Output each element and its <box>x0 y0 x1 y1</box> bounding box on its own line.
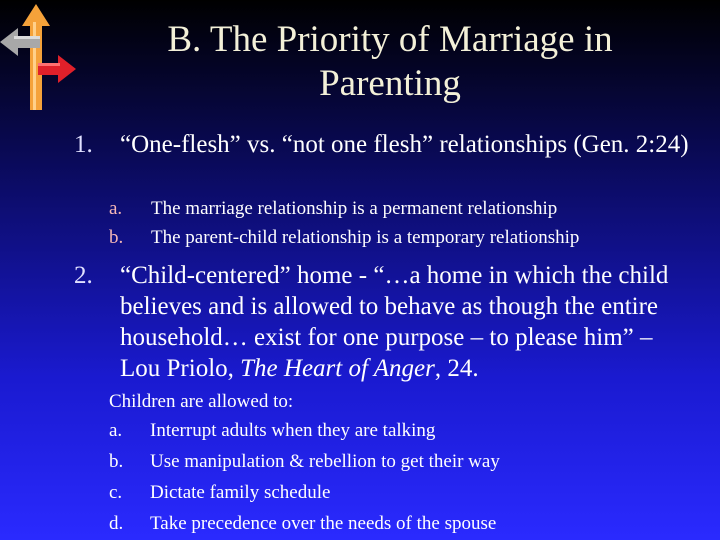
point-2-number: 2. <box>74 262 93 289</box>
point-1-number: 1. <box>74 131 93 158</box>
book-title: The Heart of Anger <box>240 355 435 382</box>
point-1-subitem-a-text: The marriage relationship is a permanent relationship <box>151 198 558 219</box>
point-2-subitem-c-text: Dictate family schedule <box>150 482 331 503</box>
point-2-subitem-d <box>109 509 709 538</box>
point-2-subitem-a-letter: a. <box>109 420 123 441</box>
point-1-subitem-a-letter: a. <box>109 198 123 219</box>
point-2-subitem-d-text: Take precedence over the needs of the spouse <box>150 513 497 534</box>
point-2-subitem-a <box>109 416 709 445</box>
point-2 <box>0 260 720 384</box>
point-2-subitem-d-letter: d. <box>109 513 124 534</box>
point-2-text <box>120 260 690 384</box>
point-1-subitems <box>109 194 709 254</box>
arrow-logo <box>0 0 80 110</box>
point-2-subitem-b-text: Use manipulation & rebellion to get their way <box>150 451 500 472</box>
point-1-subitem-b <box>109 223 709 252</box>
orange-up-arrow-icon <box>22 4 50 110</box>
point-2-quote: “Child-centered” home - “…a home in which the child believes and is allowed to behave as though the entire household… exist for one purpose – to please him” – Lou Priolo, <box>120 262 669 382</box>
point-2-subitem-c <box>109 478 709 507</box>
slide-title: B. The Priority of Marriage in Parenting <box>167 19 613 104</box>
point-1-subitem-b-letter: b. <box>109 227 124 248</box>
red-right-arrow-icon <box>38 55 76 83</box>
point-1-text: “One-flesh” vs. “not one flesh” relationships (Gen. 2:24) <box>120 131 689 158</box>
point-1-subitem-a <box>109 194 709 223</box>
point-1 <box>0 129 720 193</box>
point-2-subitems <box>109 416 709 540</box>
point-2-subitem-b <box>109 447 709 476</box>
point-1-subitem-b-text: The parent-child relationship is a temporary relationship <box>151 227 580 248</box>
point-2-subitem-c-letter: c. <box>109 482 123 503</box>
point-2-lead-text: Children are allowed to: <box>109 391 294 412</box>
point-2-subitem-b-letter: b. <box>109 451 124 472</box>
point-2-citation-page: , 24. <box>434 355 479 382</box>
point-2-subitem-a-text: Interrupt adults when they are talking <box>150 420 436 441</box>
